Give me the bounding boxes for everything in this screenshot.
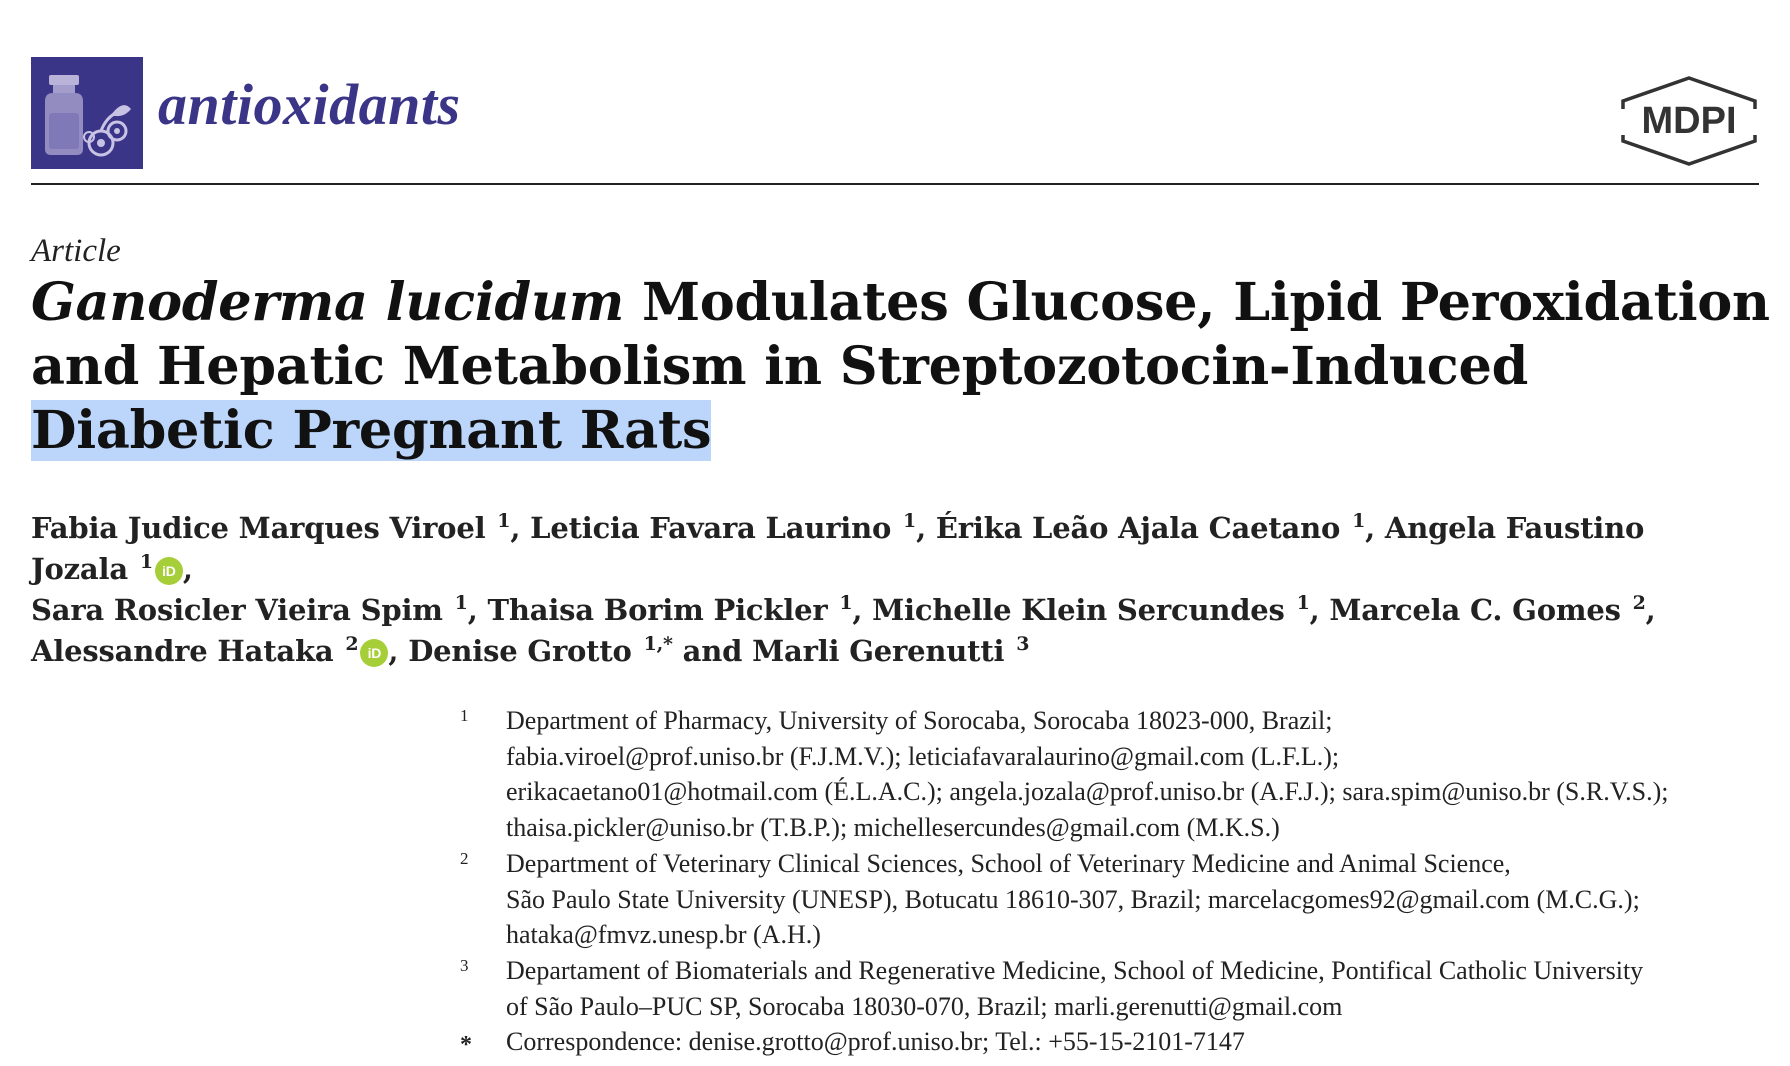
- header-divider: [31, 183, 1759, 185]
- affiliation-number: 2: [460, 848, 469, 868]
- author-name[interactable]: Michelle Klein Sercundes: [872, 593, 1285, 627]
- author-name[interactable]: Sara Rosicler Vieira Spim: [31, 593, 443, 627]
- author-name[interactable]: Marcela C. Gomes: [1329, 593, 1621, 627]
- author-affiliation-marker: 3: [1016, 633, 1030, 655]
- affiliation-number: 3: [460, 955, 469, 975]
- publisher-name: MDPI: [1641, 100, 1737, 142]
- affiliations-list: [460, 703, 1770, 1066]
- author-name[interactable]: Denise Grotto: [408, 634, 632, 668]
- title-species: Ganoderma lucidum: [31, 272, 625, 333]
- orcid-icon[interactable]: iD: [155, 557, 183, 585]
- affiliation-line: Department of Pharmacy, University of Sorocaba, Sorocaba 18023-000, Brazil;: [506, 706, 1333, 735]
- author-name[interactable]: Érika Leão Ajala Caetano: [935, 511, 1341, 545]
- affiliation-item: [460, 953, 1770, 1024]
- affiliation-line: thaisa.pickler@uniso.br (T.B.P.); michellesercundes@gmail.com (M.K.S.): [506, 813, 1280, 843]
- journal-header: [31, 57, 1759, 185]
- article-title: [31, 271, 1771, 463]
- author-affiliation-marker: 1: [1352, 510, 1366, 532]
- journal-logo-bottle-icon: [31, 57, 143, 169]
- affiliation-line: Correspondence: denise.grotto@prof.uniso.br; Tel.: +55-15-2101-7147: [506, 1027, 1245, 1057]
- author-affiliation-marker: 2: [1632, 592, 1646, 614]
- title-main: Modulates Glucose, Lipid Peroxidation and Hepatic Metabolism in Streptozotocin-Induced: [31, 272, 1770, 397]
- journal-name: antioxidants: [158, 72, 461, 137]
- author-separator: ,: [916, 511, 936, 545]
- author-separator: ,: [852, 593, 873, 627]
- affiliation-number: 1: [460, 706, 469, 725]
- affiliation-line: Departament of Biomaterials and Regenerative Medicine, School of Medicine, Pontifical Catholic University: [506, 955, 1644, 985]
- mdpi-logo: [1619, 75, 1759, 167]
- author-affiliation-marker: 1,*: [643, 633, 673, 655]
- affiliation-text: [506, 846, 1770, 953]
- orcid-icon[interactable]: iD: [360, 639, 388, 667]
- affiliation-number: *: [460, 1032, 472, 1059]
- author-name[interactable]: Thaisa Borim Pickler: [487, 593, 828, 627]
- author-name[interactable]: Angela Faustino Jozala: [31, 511, 1645, 586]
- affiliation-line: hataka@fmvz.unesp.br (A.H.): [506, 920, 821, 950]
- author-list: [31, 508, 1751, 672]
- article-type: Article: [31, 233, 121, 269]
- author-separator: ,: [467, 593, 488, 627]
- affiliation-item: [460, 1024, 1770, 1066]
- author-separator: ,: [1365, 511, 1385, 545]
- author-separator: ,: [182, 552, 193, 586]
- affiliation-item: [460, 703, 1770, 846]
- affiliation-line: Department of Veterinary Clinical Sciences, School of Veterinary Medicine and Animal Science,: [506, 848, 1511, 878]
- author-affiliation-marker: 1: [454, 592, 468, 614]
- author-separator: ,: [1309, 593, 1330, 627]
- affiliation-line: of São Paulo–PUC SP, Sorocaba 18030-070, Brazil; marli.gerenutti@gmail.com: [506, 991, 1343, 1021]
- affiliation-text: [506, 703, 1770, 846]
- author-affiliation-marker: 1: [839, 592, 853, 614]
- author-separator: ,: [1645, 593, 1656, 627]
- affiliation-text: [506, 953, 1770, 1024]
- affiliation-line: erikacaetano01@hotmail.com (É.L.A.C.); angela.jozala@prof.uniso.br (A.F.J.); sara.spim@uniso.br (S.R.V.S.);: [506, 777, 1669, 807]
- affiliation-line: São Paulo State University (UNESP), Botucatu 18610-307, Brazil; marcelacgomes92@gmail.com (M.C.G.);: [506, 884, 1640, 914]
- affiliation-line: fabia.viroel@prof.uniso.br (F.J.M.V.); leticiafavaralaurino@gmail.com (L.F.L.);: [506, 741, 1340, 771]
- author-name[interactable]: Marli Gerenutti: [752, 634, 1005, 668]
- author-affiliation-marker: 1: [497, 510, 511, 532]
- affiliation-item: [460, 846, 1770, 953]
- author-affiliation-marker: 1: [139, 551, 153, 573]
- author-affiliation-marker: 1: [1296, 592, 1310, 614]
- author-separator: and: [672, 634, 753, 668]
- author-name[interactable]: Leticia Favara Laurino: [530, 511, 892, 545]
- author-separator: ,: [510, 511, 531, 545]
- author-separator: ,: [388, 634, 409, 668]
- author-name[interactable]: Fabia Judice Marques Viroel: [31, 511, 486, 545]
- author-affiliation-marker: 1: [903, 510, 917, 532]
- author-name[interactable]: Alessandre Hataka: [31, 634, 334, 668]
- affiliation-text: [506, 1024, 1770, 1066]
- title-highlighted-selection[interactable]: Diabetic Pregnant Rats: [31, 400, 712, 461]
- author-affiliation-marker: 2: [345, 633, 359, 655]
